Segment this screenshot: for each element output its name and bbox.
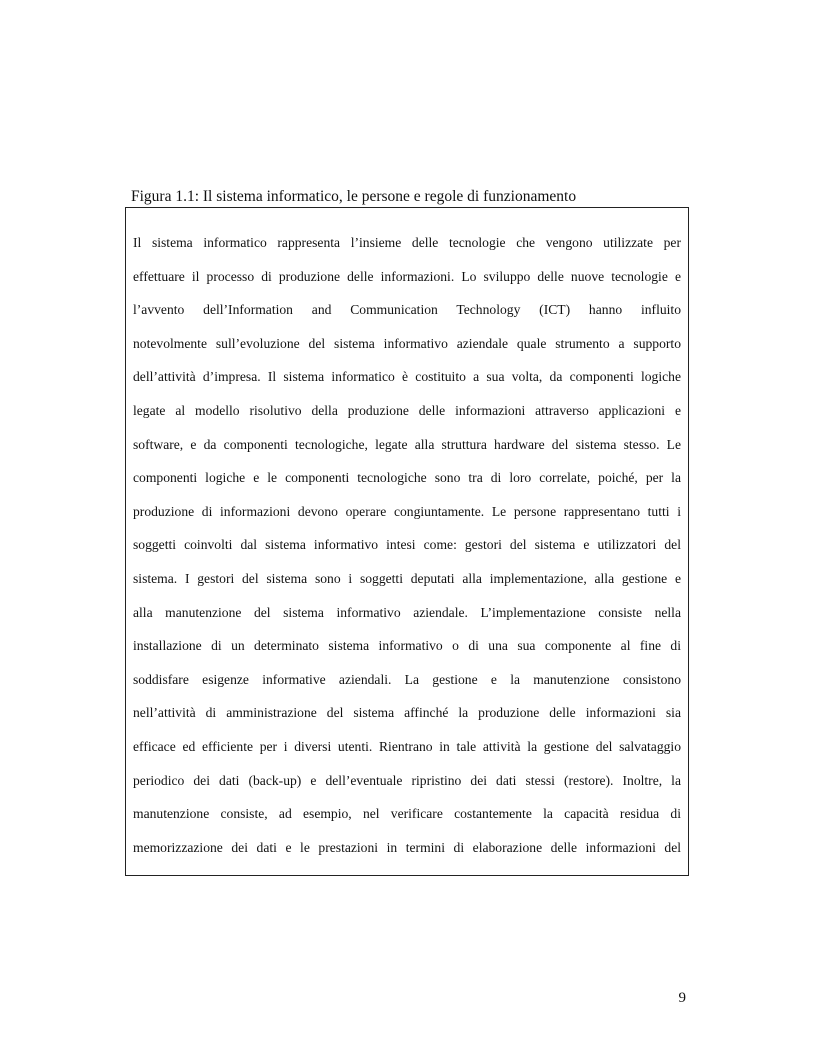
page-number: 9	[678, 990, 686, 1006]
text-line: periodico dei dati (back-up) e dell’eventuale ripristino dei dati stessi (restore). Inoltre, la	[133, 772, 681, 788]
text-line: sistema. I gestori del sistema sono i soggetti deputati alla implementazione, alla gestione e	[133, 570, 681, 586]
text-line: legate al modello risolutivo della produzione delle informazioni attraverso applicazioni e	[133, 402, 681, 418]
text-line: produzione di informazioni devono operare congiuntamente. Le persone rappresentano tutti i	[133, 503, 681, 519]
text-line: memorizzazione dei dati e le prestazioni in termini di elaborazione delle informazioni del	[133, 839, 681, 855]
text-line: dell’attività d’impresa. Il sistema informatico è costituito a sua volta, da componenti logiche	[133, 369, 681, 385]
text-line: manutenzione consiste, ad esempio, nel verificare costantemente la capacità residua di	[133, 806, 681, 822]
text-line: software, e da componenti tecnologiche, legate alla struttura hardware del sistema stesso. Le	[133, 436, 681, 452]
text-line: effettuare il processo di produzione delle informazioni. Lo sviluppo delle nuove tecnologie e	[133, 268, 681, 284]
text-line: notevolmente sull’evoluzione del sistema informativo aziendale quale strumento a supporto	[133, 335, 681, 351]
text-line: efficace ed efficiente per i diversi utenti. Rientrano in tale attività la gestione del salvataggio	[133, 738, 681, 754]
text-line: soggetti coinvolti dal sistema informativo intesi come: gestori del sistema e utilizzatori del	[133, 537, 681, 553]
text-line: installazione di un determinato sistema informativo o di una sua componente al fine di	[133, 638, 681, 654]
figure-caption: Figura 1.1: Il sistema informatico, le persone e regole di funzionamento	[131, 188, 577, 205]
figure-body-text	[133, 233, 681, 871]
figure-text-box	[125, 207, 689, 876]
text-line: Il sistema informatico rappresenta l’insieme delle tecnologie che vengono utilizzate per	[133, 235, 681, 250]
text-line: componenti logiche e le componenti tecnologiche sono tra di loro correlate, poiché, per la	[133, 470, 681, 486]
text-line: l’avvento dell’Information and Communication Technology (ICT) hanno influito	[133, 302, 681, 318]
text-line: soddisfare esigenze informative aziendali. La gestione e la manutenzione consistono	[133, 671, 681, 687]
text-line: nell’attività di amministrazione del sistema affinché la produzione delle informazioni sia	[133, 705, 681, 721]
text-line: alla manutenzione del sistema informativo aziendale. L’implementazione consiste nella	[133, 604, 681, 620]
